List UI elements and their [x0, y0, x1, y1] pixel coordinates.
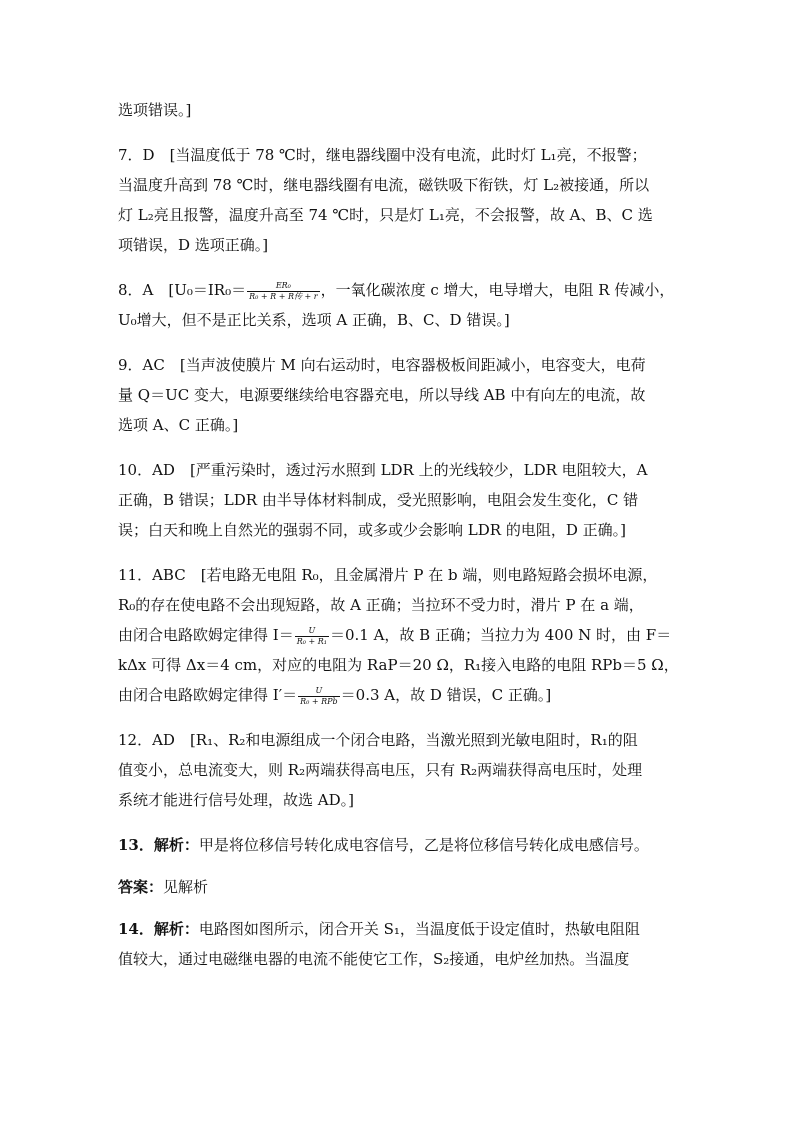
text-line — [118, 914, 678, 944]
paragraph-q8 — [118, 275, 678, 335]
text-line: 误；白天和晚上自然光的强弱不同，或多或少会影响 LDR 的电阻，D 正确。] — [118, 521, 626, 539]
fraction-numerator: ER₀ — [247, 281, 319, 292]
text-line: 12．AD [R₁、R₂和电源组成一个闭合电路，当激光照到光敏电阻时，R₁的阻 — [118, 731, 638, 749]
text-line — [118, 680, 678, 710]
paragraph-answer — [118, 872, 678, 902]
paragraph-q12 — [118, 725, 678, 815]
text-line: 选项 A、C 正确。] — [118, 416, 239, 434]
paragraph-q14 — [118, 914, 678, 974]
fraction-denominator: R₀ + RPb — [300, 696, 338, 706]
fraction-denominator: R₀ + R + R传 + r — [249, 291, 318, 301]
text-line: R₀的存在使电路不会出现短路，故 A 正确；当拉环不受力时，滑片 P 在 a 端， — [118, 596, 644, 614]
analysis-label: 14．解析： — [118, 920, 199, 938]
text-line: 9．AC [当声波使膜片 M 向右运动时，电容器极板间距减小，电容变大，电荷 — [118, 356, 646, 374]
text-line: 系统才能进行信号处理，故选 AD。] — [118, 791, 354, 809]
analysis-label: 13．解析： — [118, 836, 199, 854]
text-line: kΔx 可得 Δx＝4 cm，对应的电阻为 RaP＝20 Ω，R₁接入电路的电阻 RPb＝5 Ω， — [118, 656, 679, 674]
text-span: ＝0.3 A，故 D 错误，C 正确。] — [340, 686, 552, 704]
text-line: U₀增大，但不是正比关系，选项 A 正确，B、C、D 错误。] — [118, 311, 510, 329]
answer-label: 答案： — [118, 878, 164, 896]
paragraph-q13 — [118, 830, 678, 860]
document-page — [118, 95, 678, 989]
text-line: 选项错误。] — [118, 101, 192, 119]
text-line: 量 Q＝UC 变大，电源要继续给电容器充电，所以导线 AB 中有向左的电流，故 — [118, 386, 646, 404]
fraction-numerator: U — [298, 686, 340, 697]
text-span: 由闭合电路欧姆定律得 I′＝ — [118, 686, 298, 704]
text-line — [118, 830, 678, 860]
fraction-denominator: R₀ + R₁ — [296, 636, 327, 646]
text-span: 8．A [U₀＝IR₀＝ — [118, 281, 247, 299]
fraction-numerator: U — [295, 626, 329, 637]
text-line: 7．D [当温度低于 78 ℃时，继电器线圈中没有电流，此时灯 L₁亮，不报警； — [118, 146, 647, 164]
text-line: 灯 L₂亮且报警，温度升高至 74 ℃时，只是灯 L₁亮，不会报警，故 A、B、C 选 — [118, 206, 653, 224]
text-line: 值变小，总电流变大，则 R₂两端获得高电压，只有 R₂两端获得高电压时，处理 — [118, 761, 643, 779]
paragraph-q11 — [118, 560, 678, 710]
text-line: 当温度升高到 78 ℃时，继电器线圈有电流，磁铁吸下衔铁，灯 L₂被接通，所以 — [118, 176, 650, 194]
paragraph-q7 — [118, 140, 678, 260]
paragraph-q6-end — [118, 95, 678, 125]
paragraph-q10 — [118, 455, 678, 545]
text-line — [118, 620, 678, 650]
text-line — [118, 872, 678, 902]
text-span: 见解析 — [163, 878, 209, 896]
fraction — [247, 281, 319, 302]
text-span: ＝0.1 A，故 B 正确；当拉力为 400 N 时，由 F＝ — [329, 626, 672, 644]
text-line: 正确，B 错误；LDR 由半导体材料制成，受光照影响，电阻会发生变化，C 错 — [118, 491, 639, 509]
paragraph-q9 — [118, 350, 678, 440]
text-line — [118, 275, 678, 305]
text-span: ，一氧化碳浓度 c 增大，电导增大，电阻 R 传减小， — [320, 281, 675, 299]
text-span: 电路图如图所示，闭合开关 S₁，当温度低于设定值时，热敏电阻阻 — [198, 920, 640, 938]
fraction — [298, 686, 340, 707]
text-line: 值较大，通过电磁继电器的电流不能使它工作，S₂接通，电炉丝加热。当温度 — [118, 950, 630, 968]
text-line: 11．ABC [若电路无电阻 R₀，且金属滑片 P 在 b 端，则电路短路会损坏电源， — [118, 566, 658, 584]
fraction — [295, 626, 329, 647]
text-span: 甲是将位移信号转化成电容信号，乙是将位移信号转化成电感信号。 — [198, 836, 649, 854]
text-span: 由闭合电路欧姆定律得 I＝ — [118, 626, 294, 644]
text-line: 项错误，D 选项正确。] — [118, 236, 269, 254]
text-line: 10．AD [严重污染时，透过污水照到 LDR 上的光线较少，LDR 电阻较大，A — [118, 461, 648, 479]
